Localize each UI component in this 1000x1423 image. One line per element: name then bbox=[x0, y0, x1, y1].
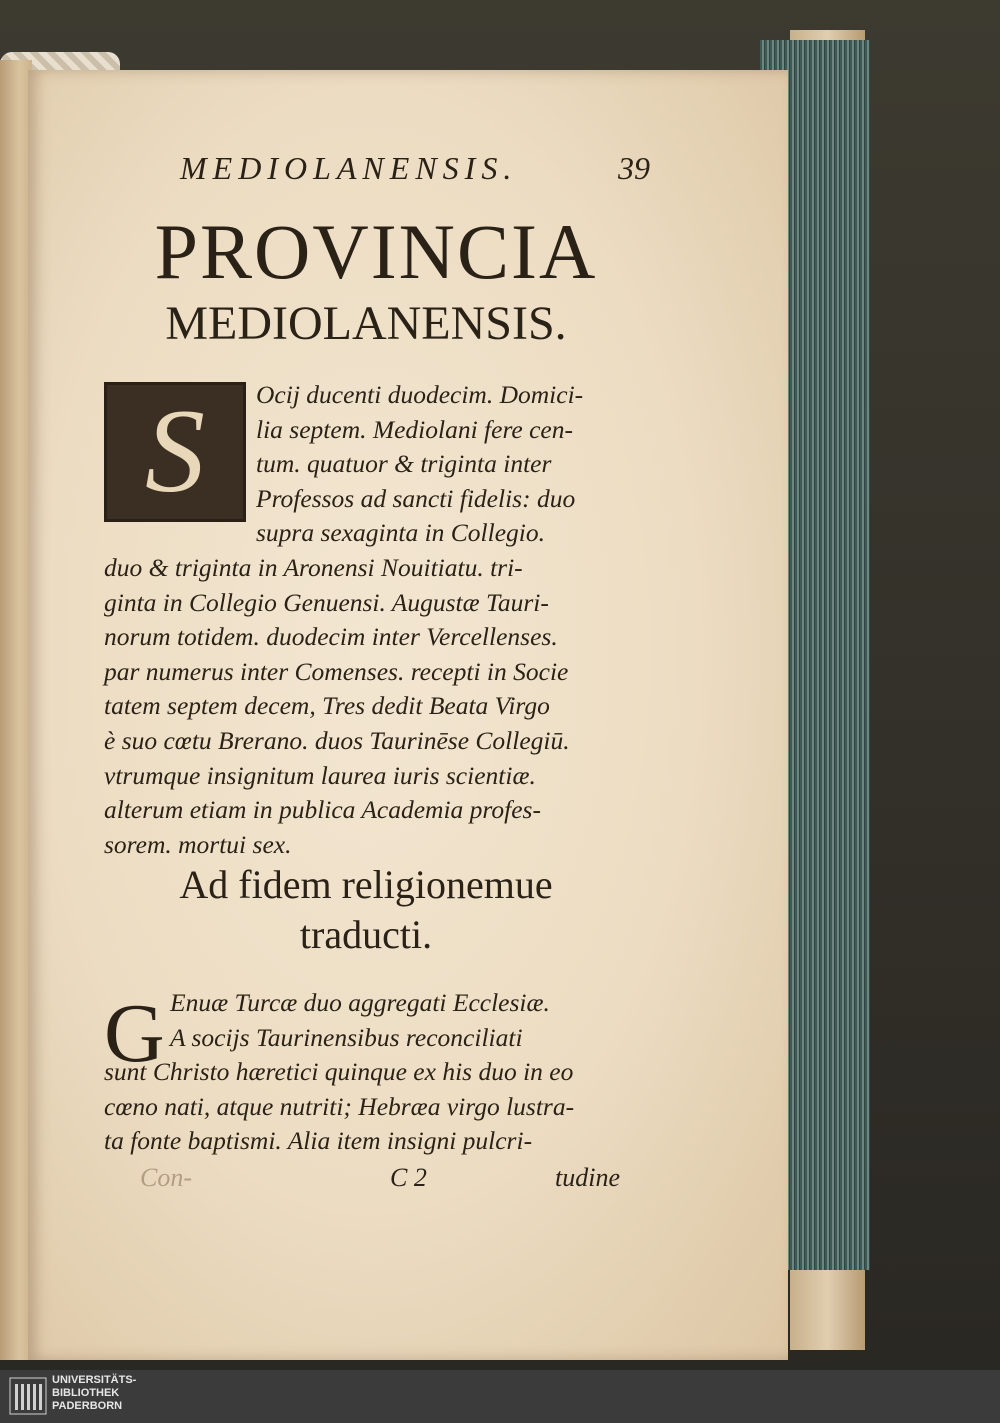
paragraph-1 bbox=[104, 378, 644, 862]
chapter-subtitle: MEDIOLANENSIS. bbox=[165, 297, 567, 350]
initial-letter-g: G bbox=[104, 987, 165, 1080]
text-line: norum totidem. duodecim inter Vercellenses. bbox=[104, 622, 558, 652]
text-line: tum. quatuor & triginta inter bbox=[256, 449, 552, 479]
text-line: ta fonte baptismi. Alia item insigni pulcri- bbox=[104, 1126, 533, 1156]
library-name-line: UNIVERSITÄTS- bbox=[52, 1374, 137, 1386]
text-line: è suo cœtu Brerano. duos Taurinēse Collegiū. bbox=[104, 725, 570, 755]
library-name bbox=[52, 1374, 136, 1413]
text-line: Professos ad sancti fidelis: duo bbox=[256, 483, 576, 513]
page-footer bbox=[140, 1163, 640, 1197]
decorated-initial-letter: S bbox=[145, 384, 205, 517]
signature-mark: C 2 bbox=[390, 1163, 427, 1192]
text-line: cœno nati, atque nutriti; Hebræa virgo lustra- bbox=[104, 1091, 575, 1121]
text-line: vtrumque insignitum laurea iuris scientiæ. bbox=[104, 760, 536, 790]
running-head-title: MEDIOLANENSIS. bbox=[180, 150, 518, 186]
bleed-through-catchword: Con- bbox=[140, 1163, 192, 1192]
text-line: sorem. mortui sex. bbox=[104, 829, 292, 859]
text-line: supra sexaginta in Collegio. bbox=[256, 518, 545, 548]
text-line: lia septem. Mediolani fere cen- bbox=[256, 414, 573, 444]
text-line: sunt Christo hæretici quinque ex his duo in eo bbox=[104, 1057, 574, 1087]
section-heading-continued: traducti. bbox=[299, 912, 433, 957]
running-head bbox=[180, 150, 650, 190]
catchword: tudine bbox=[555, 1163, 620, 1192]
paragraph-2 bbox=[104, 986, 644, 1159]
text-line: A socijs Taurinensibus reconciliati bbox=[170, 1022, 523, 1052]
text-line: par numerus inter Comenses. recepti in Socie bbox=[104, 656, 569, 686]
text-line: duo & triginta in Aronensi Nouitiatu. tri- bbox=[104, 552, 523, 582]
library-footer-bar bbox=[0, 1370, 1000, 1423]
text-line: tatem septem decem, Tres dedit Beata Virgo bbox=[104, 691, 550, 721]
chapter-title: PROVINCIA bbox=[154, 208, 598, 295]
library-logo-icon bbox=[8, 1376, 48, 1416]
text-line: alterum etiam in publica Academia profes- bbox=[104, 795, 541, 825]
page-number: 39 bbox=[618, 150, 650, 186]
text-line: Enuæ Turcæ duo aggregati Ecclesiæ. bbox=[170, 988, 550, 1017]
text-line: Ocij ducenti duodecim. Domici- bbox=[256, 380, 584, 409]
text-line: ginta in Collegio Genuensi. Augustæ Tauri- bbox=[104, 587, 549, 617]
library-name-line: BIBLIOTHEK bbox=[52, 1387, 120, 1399]
library-name-line: PADERBORN bbox=[52, 1400, 123, 1412]
section-heading: Ad fidem religionemue bbox=[179, 862, 553, 907]
